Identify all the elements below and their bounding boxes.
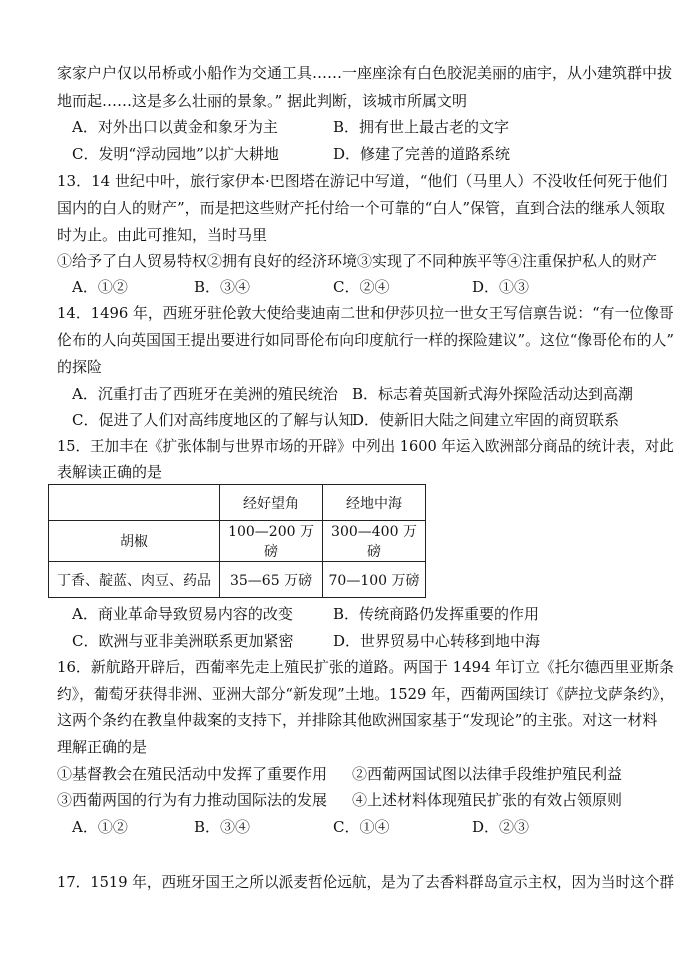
q17-line-1: 17．1519 年，西班牙国王之所以派麦哲伦远航，是为了去香料群岛宣示主权，因为当时这个群 [57,873,675,891]
q14-line-1: 14．1496 年，西班牙驻伦敦大使给斐迪南二世和伊莎贝拉一世女王写信禀告说：“有一位像哥 [57,304,674,322]
q16-line-2: 约》，葡萄牙获得非洲、亚洲大部分“新发现”土地。1529 年，西葡两国续订《萨拉戈萨条约》， [57,685,675,703]
goods-statistics-table [48,484,426,598]
q16-statement-3: ③西葡两国的行为有力推动国际法的发展 [57,791,328,809]
q16-option-b: B．③④ [194,818,251,836]
q12-option-d: D．修建了完善的道路系统 [333,145,511,163]
q16-option-d: D．②③ [472,818,530,836]
q16-line-4: 理解正确的是 [57,738,148,756]
q16-line-3: 这两个条约在教皇仲裁案的支持下，并排除其他欧洲国家基于“发现论”的主张。对这一材料 [57,711,658,729]
q13-option-c: C．②④ [333,278,390,296]
q15-option-a: A．商业革命导致贸易内容的改变 [72,605,293,623]
q16-option-a: A．①② [72,818,128,836]
table-cell: 70—100 万磅 [323,562,426,598]
q14-option-d: D．使新旧大陆之间建立牢固的商贸联系 [352,411,620,429]
q13-option-d: D．①③ [472,278,530,296]
q16-statement-1: ①基督教会在殖民活动中发挥了重要作用 [57,765,328,783]
q12-option-c: C．发明“浮动园地”以扩大耕地 [72,145,279,163]
q13-line-2: 国内的白人的财产”，而是把这些财产托付给一个可靠的“白人”保管，直到合法的继承人领取 [57,199,666,217]
q16-line-1: 16．新航路开辟后，西葡率先走上殖民扩张的道路。两国于 1494 年订立《托尔德西里亚斯条 [57,658,674,676]
q12-line-2: 地而起……这是多么壮丽的景象。” 据此判断，该城市所属文明 [57,92,467,110]
table-header-row [49,485,426,521]
q13-line-1: 13．14 世纪中叶，旅行家伊本·巴图塔在游记中写道，“他们（马里人）不没收任何死于他们 [57,172,668,190]
table-cell: 100—200 万磅 [220,521,323,562]
q16-statement-2: ②西葡两国试图以法律手段维护殖民利益 [352,765,623,783]
table-cell: 丁香、靛蓝、肉豆、药品 [49,562,220,598]
table-header-cell: 经地中海 [323,485,426,521]
q14-option-c: C．促进了人们对高纬度地区的了解与认知 [72,411,354,429]
q12-option-a: A．对外出口以黄金和象牙为主 [72,118,278,136]
q14-line-2: 伦布的人向英国国王提出要进行如同哥伦布向印度航行一样的探险建议”。这位“像哥伦布的人” [57,331,675,349]
q16-option-c: C．①④ [333,818,390,836]
q13-line-3: 时为止。由此可推知，当时马里 [57,226,268,244]
q15-line-2: 表解读正确的是 [57,463,163,481]
q12-line-1: 家家户户仅以吊桥或小船作为交通工具……一座座涂有白色胶泥美丽的庙宇，从小建筑群中拔 [57,64,673,82]
table-row [49,521,426,562]
q14-option-b: B．标志着英国新式海外探险活动达到高潮 [352,385,634,403]
q15-line-1: 15．王加丰在《扩张体制与世界市场的开辟》中列出 1600 年运入欧洲部分商品的统计表，对此 [57,437,674,455]
q15-option-d: D．世界贸易中心转移到地中海 [333,632,541,650]
q13-statements: ①给予了白人贸易特权②拥有良好的经济环境③实现了不同种族平等④注重保护私人的财产 [57,252,658,270]
table-cell: 300—400 万磅 [323,521,426,562]
q16-statement-4: ④上述材料体现殖民扩张的有效占领原则 [352,791,623,809]
q12-option-b: B．拥有世上最古老的文字 [333,118,510,136]
table-header-cell [49,485,220,521]
q14-line-3: 的探险 [57,358,103,376]
q15-option-b: B．传统商路仍发挥重要的作用 [333,605,540,623]
q13-option-a: A．①② [72,278,128,296]
table-cell: 35—65 万磅 [220,562,323,598]
table-header-cell: 经好望角 [220,485,323,521]
q15-option-c: C．欧洲与亚非美洲联系更加紧密 [72,632,294,650]
q13-option-b: B．③④ [194,278,251,296]
table-row [49,562,426,598]
table-cell: 胡椒 [49,521,220,562]
q14-option-a: A．沉重打击了西班牙在美洲的殖民统治 [72,385,338,403]
